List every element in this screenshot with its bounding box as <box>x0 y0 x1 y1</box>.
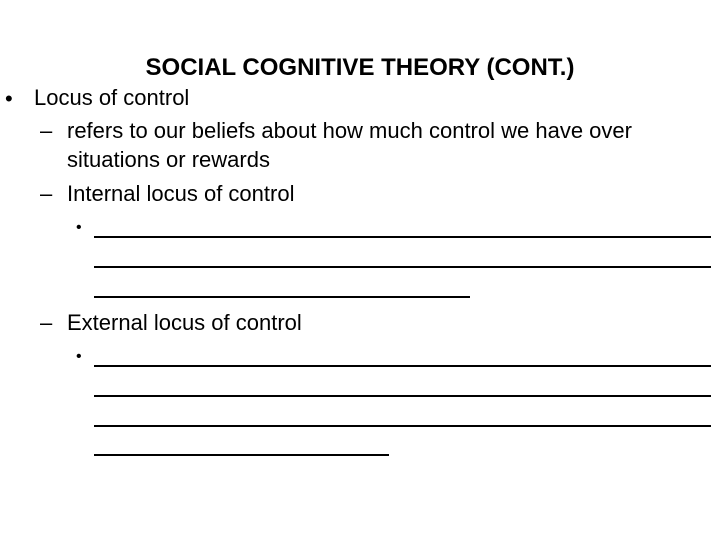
locus-of-control-heading: Locus of control <box>34 85 190 110</box>
slide-title: SOCIAL COGNITIVE THEORY (CONT.) <box>145 54 575 81</box>
bullet-marker: • <box>5 86 13 111</box>
dash-marker: – <box>40 310 53 335</box>
bullet-marker: • <box>76 219 82 236</box>
fill-in-blank-line <box>94 454 389 456</box>
definition-line-1: refers to our beliefs about how much control we have over <box>67 118 632 143</box>
dash-marker: – <box>40 118 53 143</box>
fill-in-blank-line <box>94 296 470 298</box>
definition-line-2: situations or rewards <box>67 147 270 172</box>
internal-locus-heading: Internal locus of control <box>67 181 295 206</box>
fill-in-blank-line <box>94 395 711 397</box>
external-locus-heading: External locus of control <box>67 310 302 335</box>
bullet-marker: • <box>76 348 82 365</box>
fill-in-blank-line <box>94 365 711 367</box>
fill-in-blank-line <box>94 266 711 268</box>
fill-in-blank-line <box>94 236 711 238</box>
dash-marker: – <box>40 181 53 206</box>
fill-in-blank-line <box>94 425 711 427</box>
